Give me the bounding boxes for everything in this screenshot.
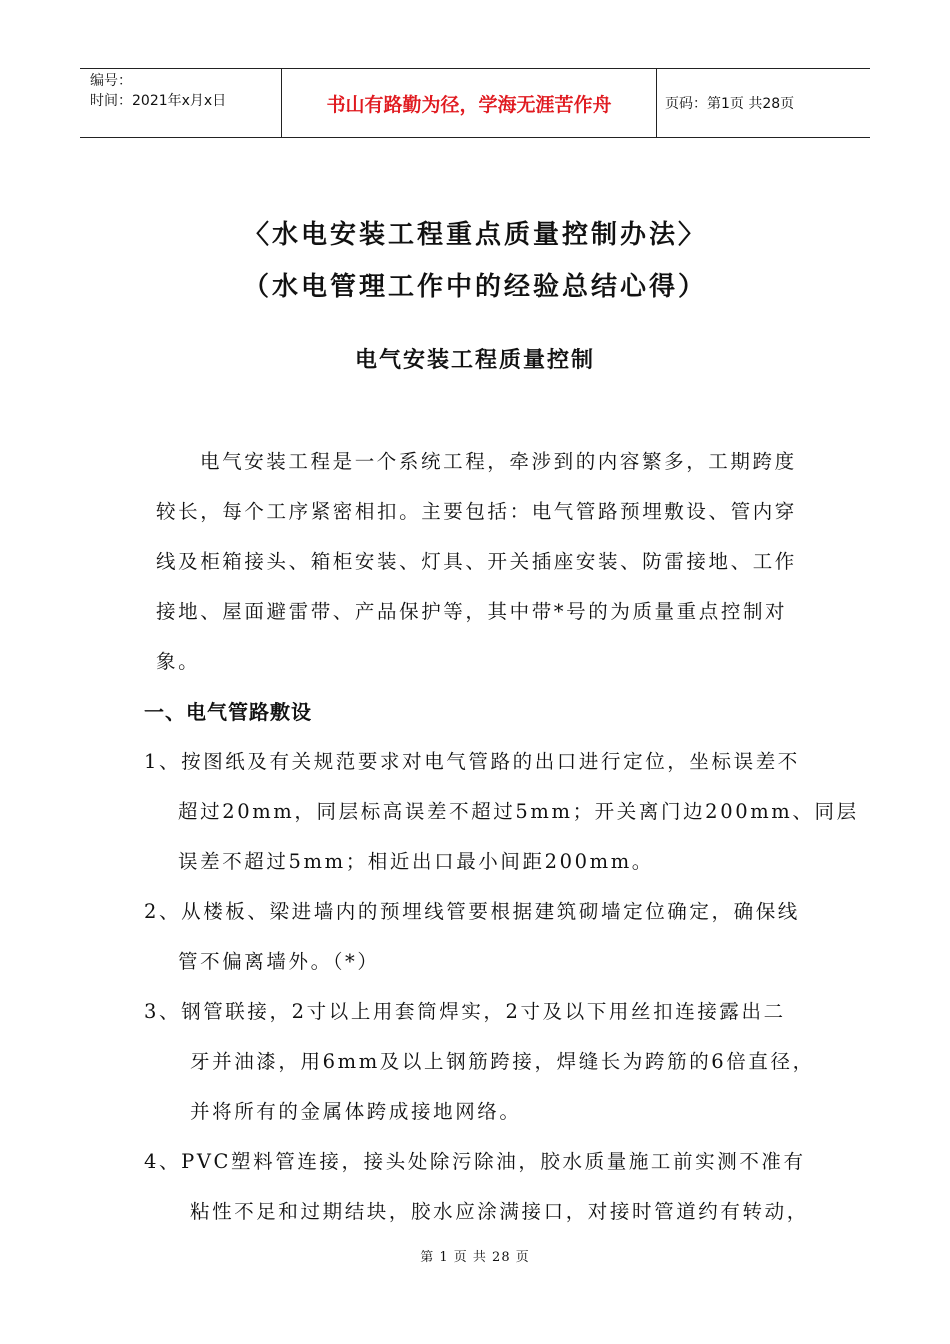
header-page-info: 页码：第1页 共28页	[665, 96, 795, 112]
document-subtitle: （水电管理工作中的经验总结心得）	[242, 272, 707, 302]
item-line: 管不偏离墙外。（*）	[178, 950, 380, 973]
item-line: 2、从楼板、梁进墙内的预埋线管要根据建筑砌墙定位确定，确保线	[144, 900, 800, 923]
time-label: 时间：2021年x月x日	[90, 93, 227, 109]
document-title: 〈水电安装工程重点质量控制办法〉	[242, 220, 707, 250]
intro-line: 线及柜箱接头、箱柜安装、灯具、开关插座安装、防雷接地、工作	[156, 550, 797, 573]
intro-line: 较长，每个工序紧密相扣。主要包括：电气管路预埋敷设、管内穿	[156, 500, 797, 523]
item-line: 误差不超过5mm；相近出口最小间距200mm。	[178, 850, 654, 873]
section-heading: 一、电气管路敷设	[144, 700, 312, 724]
intro-line: 接地、屋面避雷带、产品保护等，其中带*号的为质量重点控制对	[156, 600, 788, 623]
item-line: 超过20mm，同层标高误差不超过5mm；开关离门边200mm、同层	[178, 800, 859, 823]
number-label: 编号：	[90, 73, 132, 89]
header-motto: 书山有路勤为径，学海无涯苦作舟	[282, 69, 657, 137]
item-line: 牙并油漆，用6mm及以上钢筋跨接，焊缝长为跨筋的6倍直径，	[190, 1050, 815, 1073]
item-line: 1、按图纸及有关规范要求对电气管路的出口进行定位，坐标误差不	[144, 750, 800, 773]
intro-line: 电气安装工程是一个系统工程，牵涉到的内容繁多，工期跨度	[200, 450, 797, 473]
page-footer: 第 1 页 共 28 页	[420, 1250, 530, 1265]
header-meta	[80, 69, 282, 137]
item-line: 粘性不足和过期结块，胶水应涂满接口，对接时管道约有转动，	[190, 1200, 809, 1223]
item-line: 并将所有的金属体跨成接地网络。	[190, 1100, 522, 1123]
intro-line: 象。	[156, 650, 201, 673]
page-header	[80, 68, 870, 138]
item-line: 4、PVC塑料管连接，接头处除污除油，胶水质量施工前实测不准有	[144, 1150, 806, 1173]
item-line: 3、钢管联接，2寸以上用套筒焊实，2寸及以下用丝扣连接露出二	[144, 1000, 786, 1023]
section-title: 电气安装工程质量控制	[354, 348, 595, 373]
